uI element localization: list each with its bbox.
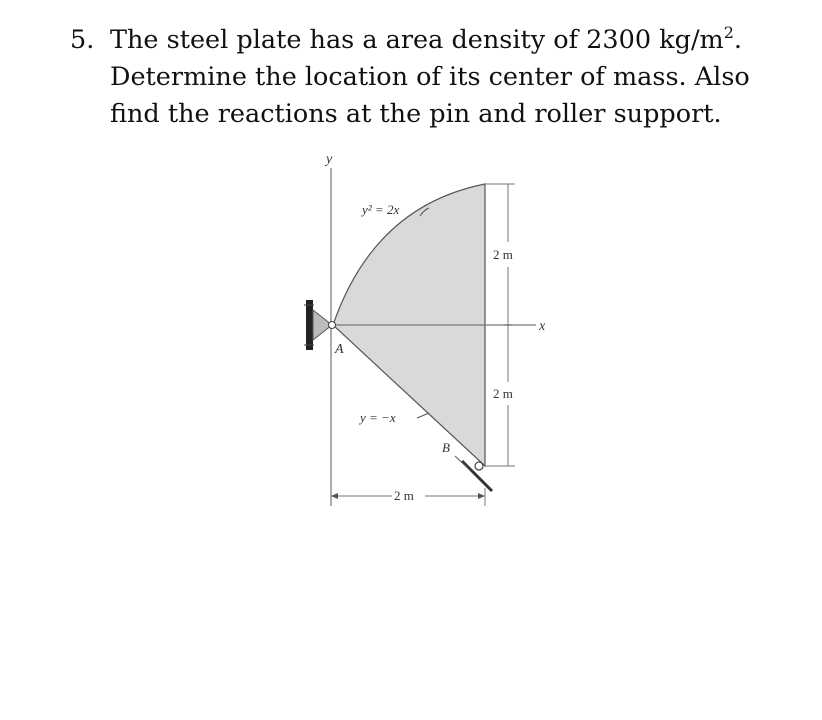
y-axis-label: y [326, 152, 333, 167]
problem-line-1 [110, 22, 742, 61]
x-axis-label: x [539, 319, 546, 334]
point-b-label: B [442, 440, 450, 455]
lower-curve-leader [417, 413, 429, 418]
problem-number: 5. [70, 25, 95, 55]
problem-line-1-text: The steel plate has a area density of 2300 kg/m [110, 25, 724, 55]
problem-line-3: find the reactions at the pin and roller support. [110, 99, 722, 129]
upper-dimension-label: 2 m [493, 247, 513, 262]
point-a-label: A [335, 342, 344, 357]
problem-line-1-superscript: 2 [723, 23, 734, 42]
problem-line-1-end: . [733, 25, 743, 55]
upper-curve-label: y² = 2x [362, 202, 400, 217]
roller-support [455, 456, 492, 491]
plate-figure [300, 150, 560, 520]
lower-dimension-label: 2 m [493, 386, 513, 401]
lower-curve-label: y = −x [360, 410, 396, 425]
horizontal-dimension-label: 2 m [394, 488, 414, 503]
problem-line-2: Determine the location of its center of mass. Also [110, 62, 750, 92]
